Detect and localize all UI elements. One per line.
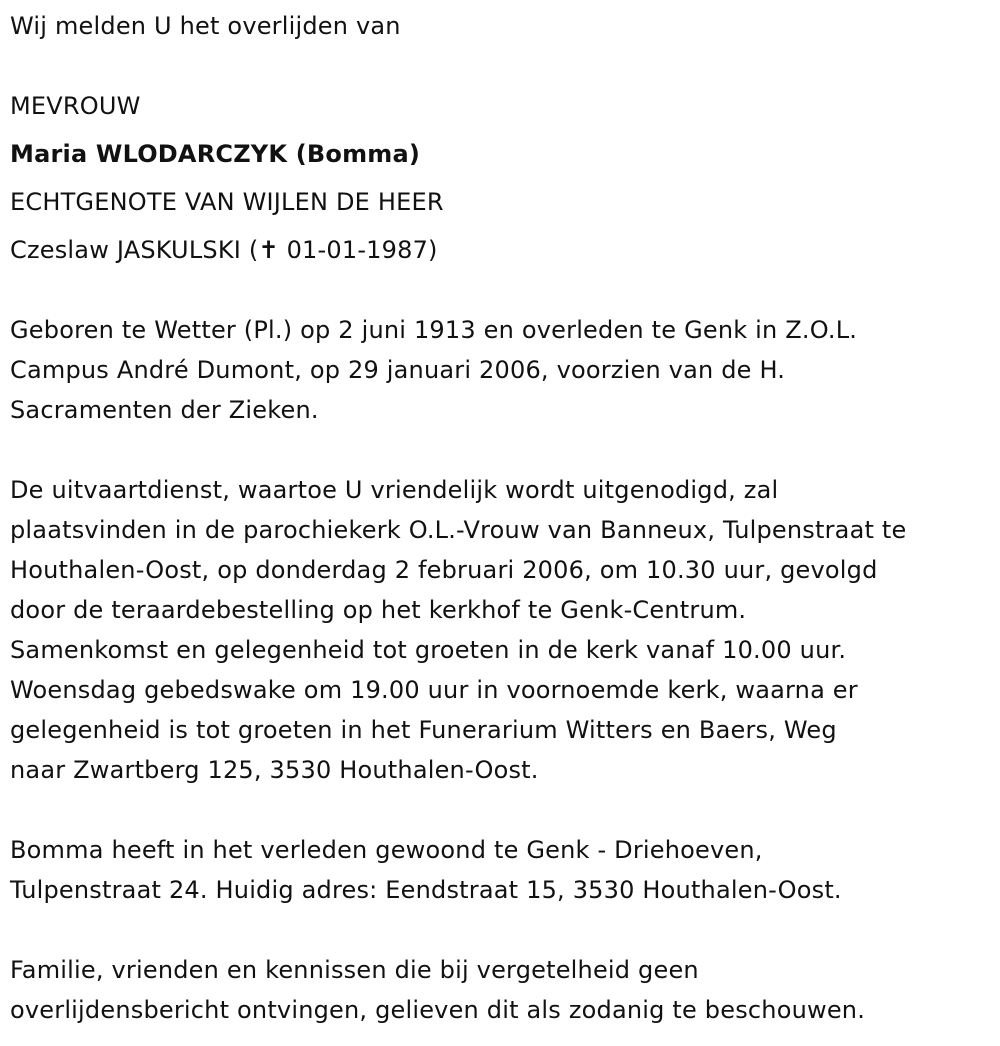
birth-paragraph <box>10 310 857 430</box>
paragraph-line: plaatsvinden in de parochiekerk O.L.-Vrouw van Banneux, Tulpenstraat te <box>10 516 907 544</box>
paragraph-line: De uitvaartdienst, waartoe U vriendelijk wordt uitgenodigd, zal <box>10 476 779 504</box>
paragraph-line: Sacramenten der Zieken. <box>10 396 319 424</box>
paragraph-line: Tulpenstraat 24. Huidig adres: Eendstraat 15, 3530 Houthalen-Oost. <box>10 876 842 904</box>
paragraph-line: Houthalen-Oost, op donderdag 2 februari 2006, om 10.30 uur, gevolgd <box>10 556 878 584</box>
paragraph-line: Bomma heeft in het verleden gewoond te Genk - Driehoeven, <box>10 836 763 864</box>
deceased-name: Maria WLODARCZYK (Bomma) <box>10 140 421 168</box>
paragraph-line: Geboren te Wetter (Pl.) op 2 juni 1913 en overleden te Genk in Z.O.L. <box>10 316 858 344</box>
paragraph-line: naar Zwartberg 125, 3530 Houthalen-Oost. <box>10 756 539 784</box>
intro-text: Wij melden U het overlijden van <box>10 12 401 40</box>
paragraph-line: Familie, vrienden en kennissen die bij vergetelheid geen <box>10 956 699 984</box>
spouse-name: Czeslaw JASKULSKI (✝ 01-01-1987) <box>10 236 438 264</box>
paragraph-line: door de teraardebestelling op het kerkhof te Genk-Centrum. <box>10 596 747 624</box>
spouse-label: ECHTGENOTE VAN WIJLEN DE HEER <box>10 188 444 216</box>
paragraph-line: Woensdag gebedswake om 19.00 uur in voornoemde kerk, waarna er <box>10 676 858 704</box>
service-paragraph <box>10 470 907 790</box>
closing-paragraph <box>10 950 865 1030</box>
paragraph-line: Campus André Dumont, op 29 januari 2006, voorzien van de H. <box>10 356 786 384</box>
paragraph-line: overlijdensbericht ontvingen, gelieven dit als zodanig te beschouwen. <box>10 996 866 1024</box>
address-paragraph <box>10 830 842 910</box>
paragraph-line: gelegenheid is tot groeten in het Funerarium Witters en Baers, Weg <box>10 716 837 744</box>
honorific: MEVROUW <box>10 92 141 120</box>
paragraph-line: Samenkomst en gelegenheid tot groeten in de kerk vanaf 10.00 uur. <box>10 636 847 664</box>
